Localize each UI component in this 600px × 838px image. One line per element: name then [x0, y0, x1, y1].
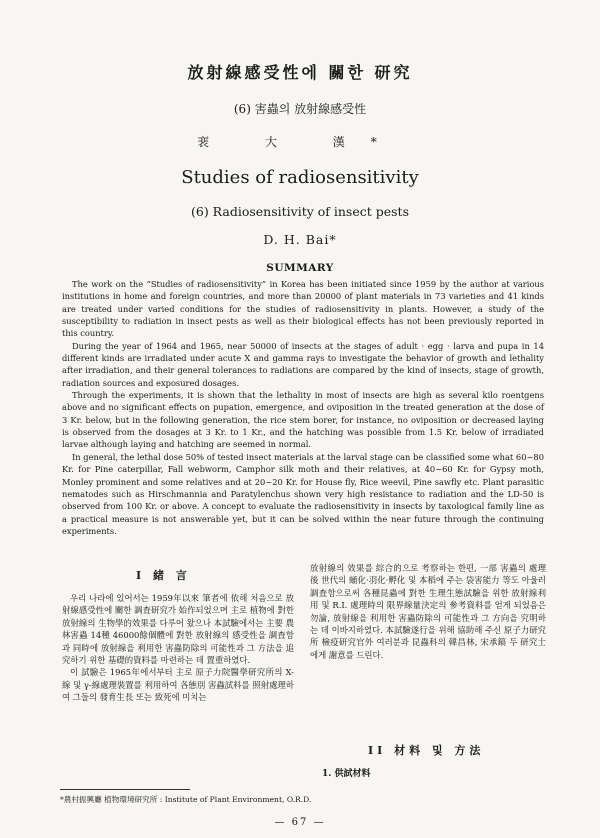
- section-heading-materials-methods: II 材料 및 方法: [368, 744, 485, 757]
- english-author: D. H. Bai*: [263, 232, 337, 247]
- body-paragraph: 放射線의 效果를 綜合的으로 考察하는 한편, 一部 害蟲의 處理後 世代의 蛹化·羽化·孵化 및 本稻에 주는 袋害能力 等도 아울러 調査함으로써 各種昆蟲에 對한 生理生態試驗을 위한 放射線利用 및 R.I. 處理時의 限界線量決定의 參考資料를 얻게 되었음은 勿論, 放射線을 利用한 害蟲防除의 可能性과 그 方向을 究明하는 데 이바지하였다. 本試驗遂行을 위해 協助해 주신 原子力研究所 檢疫研究官外 여러분과 昆蟲科의 韓昌林, 宋承鎬 두 研究士에게 謝意를 드린다.: [310, 563, 546, 660]
- section-heading-introduction: I 緒 言: [136, 569, 191, 582]
- footnote: *農村振興廳 植物環境研究所 : Institute of Plant Environment, O.R.D.: [60, 795, 312, 804]
- korean-title: 放射線感受性에 關한 研究: [187, 63, 413, 82]
- english-title: Studies of radiosensitivity: [181, 167, 419, 188]
- summary-paragraph: The work on the “Studies of radiosensitivity” in Korea has been initiated since 1959 by the author at various institutions in home and foreign countries, and more than 20000 of plant materials in 73 varieties and 41 kinds are treated under varied conditions for the studies of radiosensitivity in plants. However, a study of the susceptibility to radiation in insect pests as well as their biological effects has not been previously reported in this country.: [62, 279, 544, 339]
- left-column-body: [62, 592, 294, 704]
- summary-body: [62, 278, 544, 537]
- body-paragraph: 이 試驗은 1965年에서부터 主로 原子力院醫學研究所의 X-線 및 γ-線處理裝置를 利用하여 各態別 害蟲試料를 照射處理하여 그들의 發育生長 또는 致死에 미치는: [62, 667, 294, 703]
- english-subtitle: (6) Radiosensitivity of insect pests: [190, 204, 409, 219]
- summary-paragraph: During the year of 1964 and 1965, near 50000 of insects at the stages of adult · egg · larva and pupa in 14 different kinds are irradiated under acute X and gamma rays to investigate the behavior of growth and lethality after irradiation, and their general tolerances to radiations are compared by the kind of insects, stage of growth, radiation sources and exposured dosages.: [62, 340, 544, 388]
- summary-heading: SUMMARY: [266, 262, 334, 274]
- summary-paragraph: In general, the lethal dose 50% of tested insect materials at the larval stage can be classified some what 60~80 Kr. for Pine caterpillar, Fall webworm, Camphor silk moth and their relatives, at 40~60 Kr. for Gypsy moth, Monley prominent and some relatives and at 20~20 Kr. for House fly, Rice weevil, Pine sawfly etc. Plant parasitic nematodes such as Hirschmannia and Paratylenchus shown very high resistance to radiation and the LD-50 is observed from 100 Kr. or above. A concept to evaluate the radiosensitivity in insects by taxological family line as a practical measure is not answerable yet, but it can be solved within the near future through the continuing experiments.: [62, 451, 544, 536]
- subsection-heading: 1. 供試材料: [322, 769, 371, 779]
- right-column-body: [310, 562, 546, 661]
- summary-paragraph: Through the experiments, it is shown that the lethality in most of insects are high as several kilo roentgens above and no significant effects on pupation, emergence, and oviposition in the treated generation at the dose of 3 Kr. below, but in the following generation, the rice stem borer, for instance, no oviposition or decreased laying is observed from the dosages at 3 Kr. to 1 Kr., and the hatching was possible from 1.5 Kr. below of irradiated larvae although laying and hatching are seemed in normal.: [62, 390, 544, 450]
- body-paragraph: 우리 나라에 있어서는 1959年以來 筆者에 依해 처음으로 放射線感受性에 關한 調査研究가 始作되었으며 主로 植物에 對한 放射線의 生物學的效果를 다루어 왔으나 本試驗에서는 主要 農林害蟲 14種 46000餘個體에 對한 放射線의 感受性을 調査함과 同時에 放射線을 利用한 害蟲防除의 可能性과 그 方法을 追究하기 위한 基礎的資料를 마련하는 데 置重하였다.: [62, 593, 294, 666]
- footnote-divider: [60, 789, 190, 790]
- page-number: — 67 —: [274, 817, 326, 828]
- korean-subtitle: (6) 害蟲의 放射線感受性: [233, 102, 367, 116]
- korean-author: 裵 大 漢*: [197, 135, 403, 149]
